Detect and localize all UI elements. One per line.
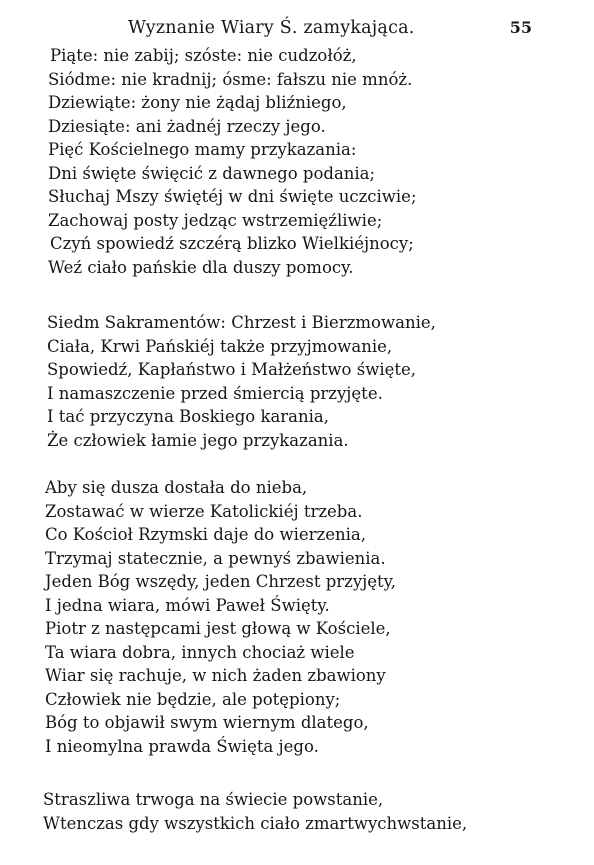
verse-line: I nieomylna prawda Święta jego.: [45, 736, 319, 756]
verse-line: Ta wiara dobra, innych chociaż wiele: [45, 642, 355, 662]
verse-line: Słuchaj Mszy świętéj w dni święte uczciwie;: [48, 187, 417, 206]
verse-line: Bóg to objawił swym wiernym dlatego,: [45, 713, 369, 732]
verse-line: Dni święte święcić z dawnego podania;: [48, 163, 376, 183]
verse-line: Trzymaj statecznie, a pewnyś zbawienia.: [45, 548, 386, 568]
verse-line: Piąte: nie zabij; szóste: nie cudzołóż,: [50, 46, 357, 65]
verse-line: Ciała, Krwi Pańskiéj także przyjmowanie,: [47, 336, 393, 356]
verse-line: Spowiedź, Kapłaństwo i Małżeństwo święte,: [47, 360, 417, 379]
verse-line: Weź ciało pańskie dla duszy pomocy.: [48, 257, 354, 277]
verse-line: Co Kościoł Rzymski daje do wierzenia,: [45, 525, 366, 544]
running-title: Wyznanie Wiary Ś. zamykająca.: [128, 18, 415, 38]
page-number: 55: [509, 18, 532, 37]
verse-line: Straszliwa trwoga na świecie powstanie,: [43, 790, 384, 809]
verse-line: I namaszczenie przed śmiercią przyjęte.: [47, 383, 383, 403]
verse-line: Wtenczas gdy wszystkich ciało zmartwychwstanie,: [43, 813, 468, 833]
verse-line: Piotr z następcami jest głową w Kościele,: [45, 619, 391, 638]
verse-line: Zachowaj posty jedząc wstrzemięźliwie;: [48, 210, 383, 230]
verse-line: Pięć Kościelnego mamy przykazania:: [48, 140, 357, 159]
verse-line: Zostawać w wierze Katolickiéj trzeba.: [45, 501, 363, 521]
verse-line: Człowiek nie będzie, ale potępiony;: [45, 689, 341, 709]
verse-line: Jeden Bóg wszędy, jeden Chrzest przyjęty,: [45, 572, 397, 591]
verse-line: Siódme: nie kradnij; ósme: fałszu nie mnóż.: [48, 69, 413, 89]
verse-line: Że człowiek łamie jego przykazania.: [47, 430, 349, 450]
verse-line: Aby się dusza dostała do nieba,: [45, 478, 308, 497]
verse-line: Dziesiąte: ani żadnéj rzeczy jego.: [48, 116, 326, 136]
verse-line: I tać przyczyna Boskiego karania,: [47, 407, 329, 426]
verse-line: Siedm Sakramentów: Chrzest i Bierzmowanie,: [47, 313, 436, 332]
running-head: [0, 18, 594, 44]
verse-line: Wiar się rachuje, w nich żaden zbawiony: [45, 666, 386, 685]
verse-line: I jedna wiara, mówi Paweł Święty.: [45, 595, 330, 615]
verse-line: Dziewiąte: żony nie żądaj bliźniego,: [48, 93, 347, 112]
verse-line: Czyń spowiedź szczérą blizko Wielkiéjnocy;: [50, 234, 414, 253]
